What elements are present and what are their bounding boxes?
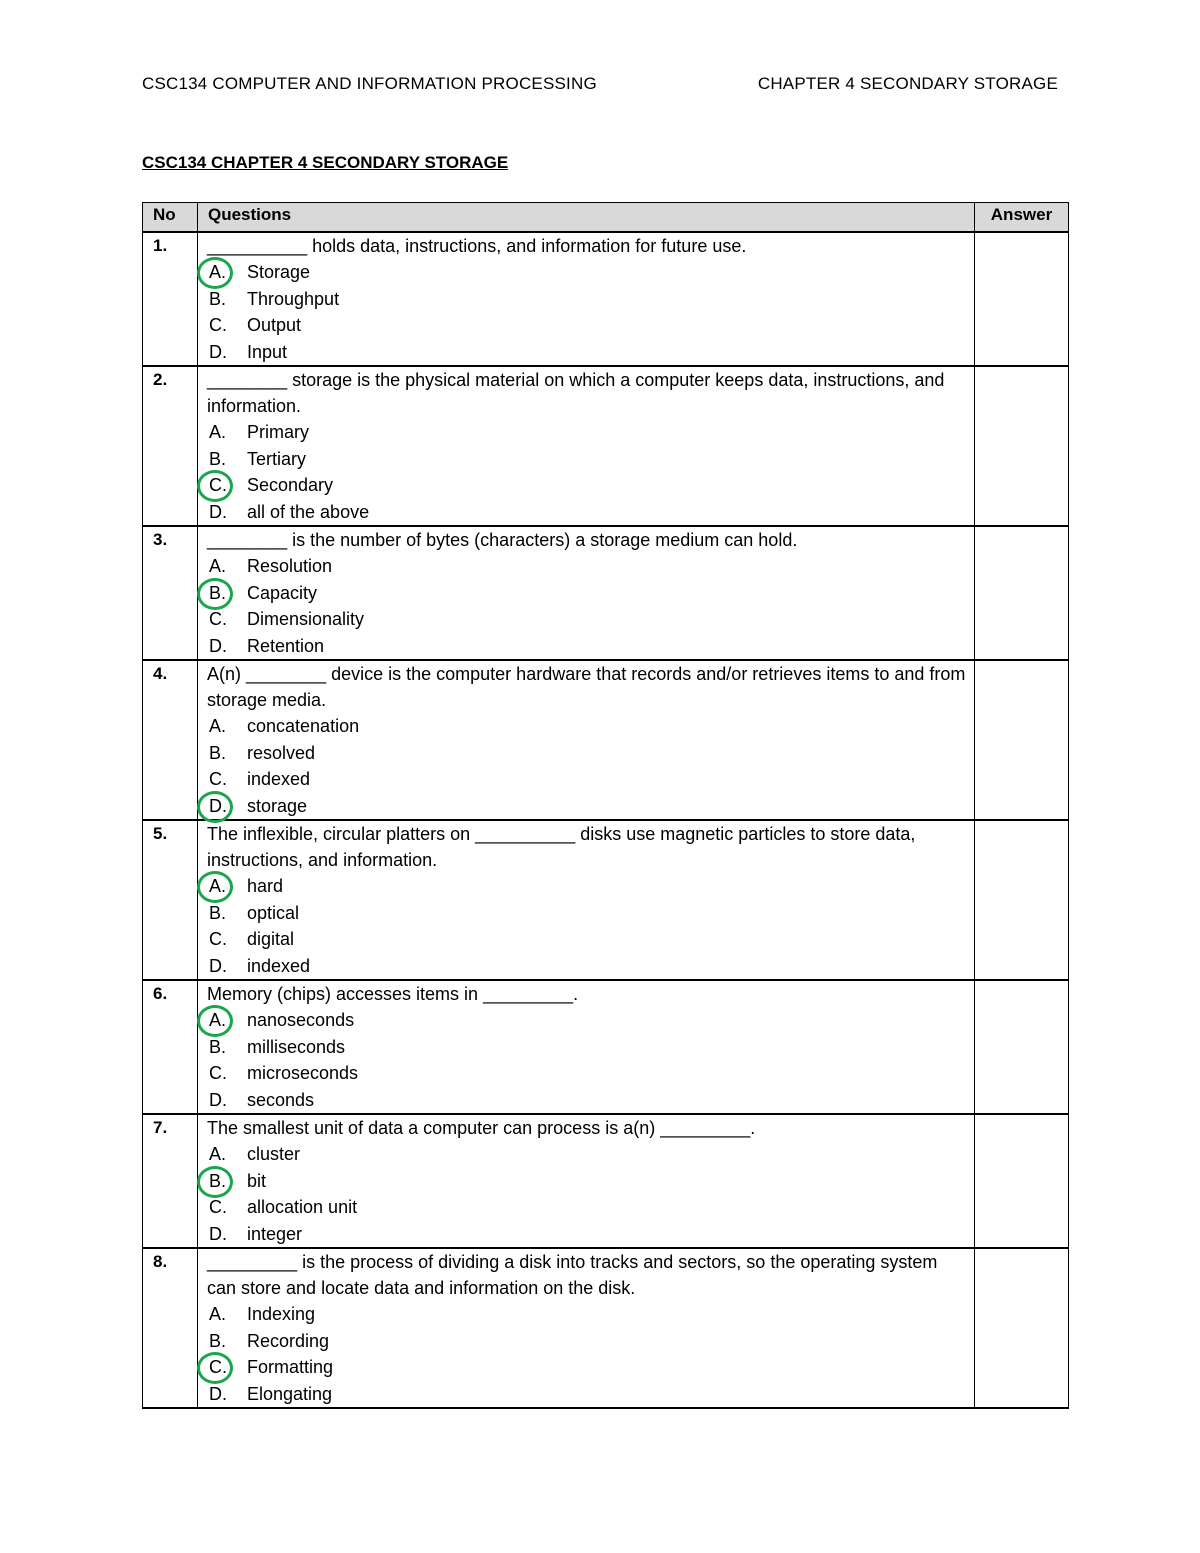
option-text: integer [247,1223,303,1244]
answer-option [207,259,968,286]
question-cell [198,1114,975,1248]
document-title: CSC134 CHAPTER 4 SECONDARY STORAGE [142,153,509,172]
answer-option [207,446,968,473]
answer-option [207,580,968,607]
answer-option [207,766,968,793]
column-header-questions: Questions [198,203,975,233]
answer-option [207,740,968,767]
question-cell [198,526,975,660]
answer-option [207,286,968,313]
answer-cell[interactable] [975,1248,1069,1408]
option-text: Throughput [247,288,340,309]
answer-option [207,1221,968,1248]
option-letter: B. [209,448,227,469]
option-text: milliseconds [247,1036,346,1057]
answer-option [207,1034,968,1061]
answer-option [207,1087,968,1114]
answer-option [207,926,968,953]
question-cell [198,232,975,366]
answer-option [207,1007,968,1034]
answer-option [207,713,968,740]
question-number: 1. [143,232,198,366]
option-letter: B. [209,742,227,763]
question-row [143,660,1069,820]
question-cell [198,820,975,980]
option-text: allocation unit [247,1197,358,1217]
option-text: digital [247,929,295,949]
option-letter: D. [209,501,227,522]
option-letter: D. [209,341,227,362]
table-header-row [143,203,1069,233]
question-row [143,232,1069,366]
option-letter: C. [209,1357,227,1377]
option-letter: A. [209,876,227,896]
option-letter: D. [209,795,227,816]
option-text: Resolution [247,556,333,576]
option-text: seconds [247,1089,315,1110]
answer-option [207,1168,968,1195]
question-number: 2. [143,366,198,526]
question-cell [198,1248,975,1408]
answer-option [207,900,968,927]
option-letter: B. [209,582,227,603]
answer-option [207,1354,968,1381]
question-text: __________ holds data, instructions, and information for future use. [207,236,747,256]
question-cell [198,980,975,1114]
option-letter: C. [209,769,227,789]
option-text: nanoseconds [247,1010,355,1030]
answer-cell[interactable] [975,820,1069,980]
option-text: indexed [247,769,311,789]
option-letter: B. [209,288,227,309]
option-text: bit [247,1170,267,1191]
answer-option [207,1194,968,1221]
question-text: A(n) ________ device is the computer hardware that records and/or retrieves items to and from storage media. [207,664,966,710]
question-number: 5. [143,820,198,980]
option-text: optical [247,902,300,923]
option-text: concatenation [247,716,360,736]
answer-option [207,1381,968,1408]
option-letter: B. [209,1330,227,1351]
option-text: Capacity [247,582,318,603]
option-letter: A. [209,1010,227,1030]
option-text: Output [247,315,302,335]
question-row [143,820,1069,980]
question-text: The smallest unit of data a computer can process is a(n) _________. [207,1118,756,1138]
answer-cell[interactable] [975,980,1069,1114]
question-number: 6. [143,980,198,1114]
option-letter: B. [209,902,227,923]
answer-cell[interactable] [975,232,1069,366]
answer-option [207,1301,968,1328]
option-text: Indexing [247,1304,316,1324]
page-header [142,74,1058,96]
question-row [143,366,1069,526]
question-number: 7. [143,1114,198,1248]
quiz-table [142,202,1069,1409]
question-cell [198,660,975,820]
answer-cell[interactable] [975,366,1069,526]
question-text: _________ is the process of dividing a disk into tracks and sectors, so the operating system can store and locate data and information on the disk. [207,1252,938,1298]
question-text: ________ is the number of bytes (characters) a storage medium can hold. [207,530,798,550]
option-text: storage [247,795,308,816]
option-text: Formatting [247,1357,334,1377]
question-number: 4. [143,660,198,820]
option-text: Input [247,341,288,362]
option-text: all of the above [247,501,370,522]
question-text: The inflexible, circular platters on __________ disks use magnetic particles to store data, instructions, and information. [207,824,916,870]
answer-option [207,553,968,580]
question-row [143,1114,1069,1248]
answer-option [207,419,968,446]
answer-option [207,873,968,900]
answer-option [207,953,968,980]
option-text: indexed [247,955,311,976]
option-letter: C. [209,609,227,629]
option-letter: B. [209,1170,227,1191]
answer-option [207,339,968,366]
answer-option [207,633,968,660]
option-letter: A. [209,1304,227,1324]
option-letter: C. [209,1197,227,1217]
option-text: Secondary [247,475,334,495]
answer-option [207,1328,968,1355]
option-text: resolved [247,742,316,763]
answer-option [207,312,968,339]
option-letter: C. [209,475,227,495]
header-course-title: CSC134 COMPUTER AND INFORMATION PROCESSING [142,74,597,93]
option-letter: D. [209,955,227,976]
option-text: Elongating [247,1383,333,1404]
answer-cell[interactable] [975,526,1069,660]
question-row [143,526,1069,660]
option-letter: D. [209,1223,227,1244]
option-text: Storage [247,262,311,282]
answer-option [207,606,968,633]
option-text: Tertiary [247,448,307,469]
option-letter: A. [209,422,227,442]
question-number: 8. [143,1248,198,1408]
option-text: Retention [247,635,325,656]
option-letter: A. [209,262,227,282]
question-number: 3. [143,526,198,660]
header-chapter-title: CHAPTER 4 SECONDARY STORAGE [757,74,1058,93]
answer-option [207,499,968,526]
column-header-answer: Answer [975,203,1069,233]
question-row [143,1248,1069,1408]
option-letter: C. [209,929,227,949]
answer-option [207,793,968,820]
quiz-table-body [143,232,1069,1408]
question-row [143,980,1069,1114]
question-text: Memory (chips) accesses items in _________. [207,984,579,1004]
option-text: microseconds [247,1063,359,1083]
option-letter: C. [209,315,227,335]
option-letter: A. [209,556,227,576]
answer-option [207,1060,968,1087]
question-text: ________ storage is the physical material on which a computer keeps data, instructions, and information. [207,370,945,416]
column-header-no: No [143,203,198,233]
option-text: cluster [247,1144,301,1164]
option-letter: A. [209,1144,227,1164]
answer-option [207,1141,968,1168]
option-letter: C. [209,1063,227,1083]
option-letter: D. [209,1089,227,1110]
answer-option [207,472,968,499]
option-letter: D. [209,1383,227,1404]
answer-cell[interactable] [975,1114,1069,1248]
question-cell [198,366,975,526]
option-letter: A. [209,716,227,736]
option-letter: D. [209,635,227,656]
answer-cell[interactable] [975,660,1069,820]
option-text: Recording [247,1330,330,1351]
option-letter: B. [209,1036,227,1057]
option-text: Dimensionality [247,609,365,629]
option-text: hard [247,876,284,896]
option-text: Primary [247,422,309,442]
